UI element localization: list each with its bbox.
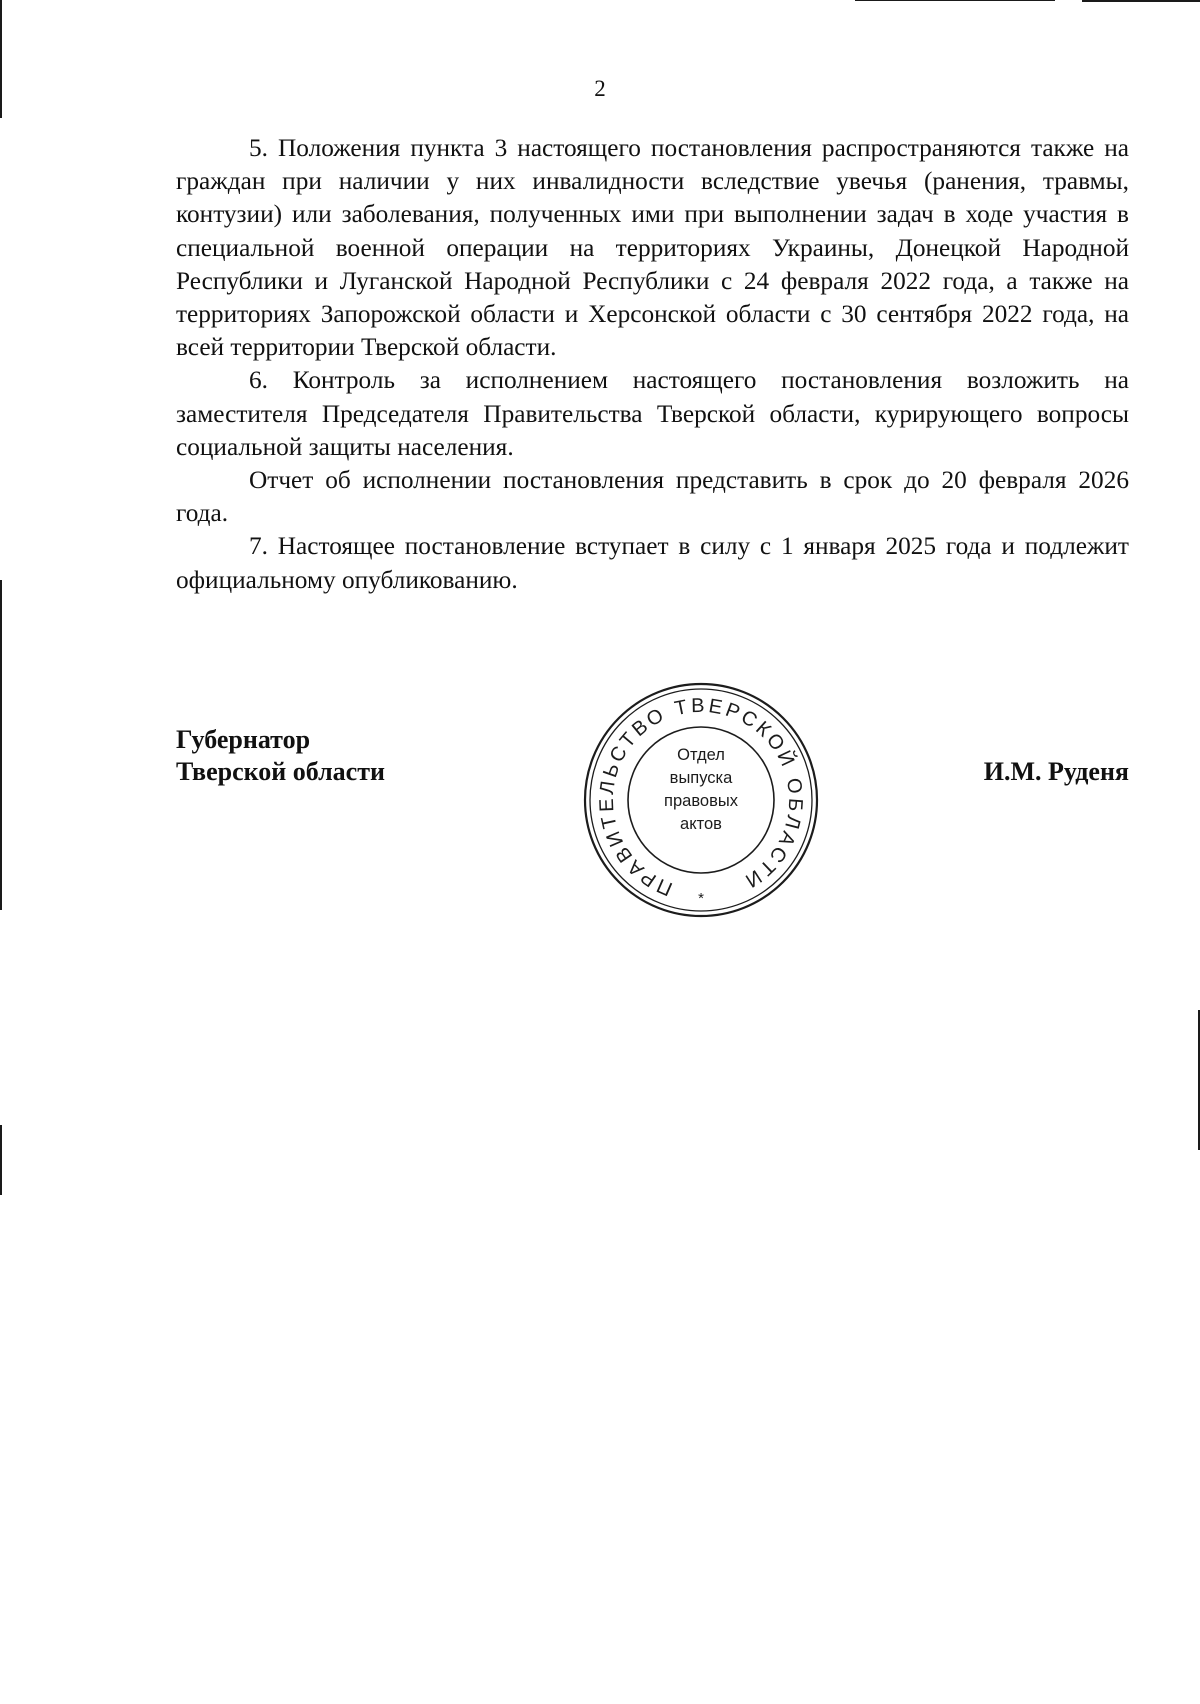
stamp-star: * [698,890,704,907]
stamp-center-line-3: правовых [664,792,738,810]
scan-edge-mark [0,1125,2,1195]
scan-edge-mark [855,0,1055,1]
signer-position [176,724,385,788]
paragraph-report-deadline: Отчет об исполнении постановления представить в срок до 20 февраля 2026 года. [176,466,1129,528]
stamp-ring-text-path: ПРАВИТЕЛЬСТВО ТВЕРСКОЙ ОБЛАСТИ [595,694,807,900]
stamp-center-line-2: выпуска [669,769,733,787]
paragraph-6: 6. Контроль за исполнением настоящего постановления возложить на заместителя Председателя Правительства Тверской области, курирующего вопросы социальной защиты населения. [176,366,1129,461]
signer-position-line-1: Губернатор [176,725,311,754]
page-number: 2 [594,76,606,101]
scan-edge-mark [0,0,2,118]
stamp-center-line-4: актов [680,815,722,833]
stamp-center-line-1: Отдел [677,746,725,764]
document-body [176,132,1129,597]
signer-position-line-2: Тверской области [176,757,385,786]
paragraph-5: 5. Положения пункта 3 настоящего постановления распространяются также на граждан при наличии у них инвалидности вследствие увечья (ранения, травмы, контузии) или заболевания, полученных ими при выполнении задач в ходе участия в специальной военной операции на территориях Украины, Донецкой Народной Республики и Луганской Народной Республики с 24 февраля 2022 года, а также на территориях Запорожской области и Херсонской области с 30 сентября 2022 года, на всей территории Тверской области. [176,134,1129,362]
paragraph-7: 7. Настоящее постановление вступает в силу с 1 января 2025 года и подлежит официальному опубликованию. [176,532,1129,594]
scan-edge-mark [0,580,2,910]
stamp-center-text [636,744,766,836]
signer-name: И.М. Руденя [983,757,1129,786]
official-stamp [582,681,820,919]
scan-edge-mark [1082,0,1200,2]
